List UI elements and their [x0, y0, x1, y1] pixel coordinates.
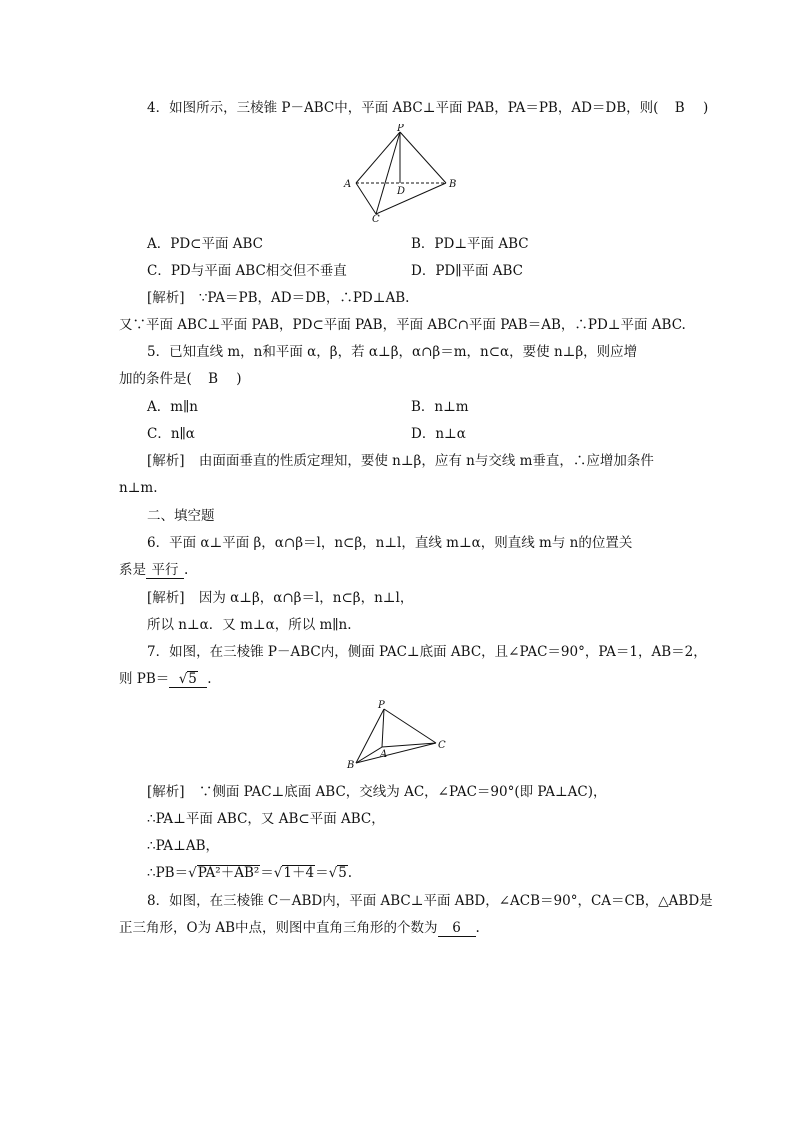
edge-pc	[384, 709, 436, 743]
q5-analysis-line-1	[147, 451, 654, 471]
q5-option-b: B．n⊥m	[411, 399, 469, 415]
edge-pa	[356, 132, 400, 183]
q4-analysis-text-1: ∵PA＝PB，AD＝DB，∴PD⊥AB.	[198, 290, 410, 306]
edge-pb	[400, 132, 446, 183]
q4-pyramid-figure	[338, 124, 460, 222]
q5-analysis-text-1: 由面面垂直的性质定理知，要使 n⊥β，应有 n与交线 m垂直，∴应增加条件	[198, 453, 654, 469]
q7-stem-1: 7．如图，在三棱锥 P－ABC内，侧面 PAC⊥底面 ABC，且∠PAC＝90°，PA＝1，AB＝2，	[147, 644, 707, 660]
q7-stem-2	[119, 669, 212, 689]
q4-stem-text: 4．如图所示，三棱锥 P－ABC中，平面 ABC⊥平面 PAB，PA＝PB，AD＝DB，则(	[147, 100, 659, 116]
q5-answer: B	[208, 371, 218, 387]
q7-radical-3: 5	[338, 865, 347, 881]
q7-analysis-4-eq-1: ＝	[260, 865, 274, 881]
q4-stem	[147, 98, 708, 118]
edge-ac	[356, 183, 376, 214]
q4-option-c: C．PD与平面 ABC相交但不垂直	[147, 263, 347, 279]
q7-analysis-tag: [解析]	[147, 784, 185, 800]
q7-answer-blank: √5	[169, 671, 207, 688]
label-c: C	[372, 214, 380, 222]
q5-analysis-line-2: n⊥m.	[119, 480, 158, 496]
q7-analysis-line-2: ∴PA⊥平面 ABC，又 AB⊂平面 ABC，	[147, 811, 385, 827]
q4-option-d: D．PD∥平面 ABC	[411, 263, 524, 279]
q7-stem-2-pre: 则 PB＝	[119, 671, 170, 687]
q4-option-a: A．PD⊂平面 ABC	[147, 236, 264, 252]
q6-analysis-text-1: 因为 α⊥β，α∩β＝l，n⊂β，n⊥l，	[198, 590, 414, 606]
q8-stem-2-pre: 正三角形，O为 AB中点，则图中直角三角形的个数为	[119, 920, 438, 936]
q8-stem-2-post: .	[475, 920, 480, 936]
q5-close: )	[236, 371, 242, 387]
q4-analysis-line-2: 又∵平面 ABC⊥平面 PAB，PD⊂平面 PAB，平面 ABC∩平面 PAB＝AB，∴PD⊥平面 ABC.	[119, 317, 686, 333]
q6-stem-2-post: .	[184, 562, 189, 578]
q5-option-c: C．n∥α	[147, 426, 195, 442]
q7-radical-2: 1＋4	[283, 865, 315, 881]
q7-analysis-4-post: .	[347, 865, 353, 881]
q5-option-a: A．m∥n	[147, 399, 198, 415]
q5-stem-1: 5．已知直线 m，n和平面 α，β，若 α⊥β，α∩β＝m，n⊂α，要使 n⊥β，则应增	[147, 344, 638, 360]
q5-stem-2	[119, 369, 242, 389]
q7-answer-radicand: 5	[188, 671, 197, 687]
q4-answer: B	[674, 100, 685, 116]
label-a: A	[344, 179, 352, 190]
q7-analysis-line-1	[147, 782, 607, 802]
q7-analysis-4-eq-2: ＝	[315, 865, 329, 881]
q8-stem-2	[119, 918, 480, 938]
label-b: B	[449, 179, 457, 190]
q7-stem-2-post: .	[207, 671, 212, 687]
label-b: B	[347, 760, 355, 771]
q6-stem-1: 6．平面 α⊥平面 β，α∩β＝l，n⊂β，n⊥l，直线 m⊥α，则直线 m与 n的位置关	[147, 535, 633, 551]
q6-stem-2	[119, 560, 188, 580]
label-p: P	[397, 124, 404, 134]
q7-analysis-text-1: ∵侧面 PAC⊥底面 ABC，交线为 AC，∠PAC＝90°(即 PA⊥AC)，	[198, 784, 607, 800]
q7-analysis-4-pre: ∴PB＝	[147, 865, 189, 881]
q6-answer-blank: 平行	[146, 562, 184, 579]
q4-analysis-line-1	[147, 288, 409, 308]
q8-stem-1: 8．如图，在三棱锥 C－ABD内，平面 ABC⊥平面 ABD，∠ACB＝90°，CA＝CB，△ABD是	[147, 893, 713, 909]
q7-pyramid-figure	[338, 697, 456, 771]
q6-stem-2-pre: 系是	[119, 562, 146, 578]
section-heading-fill-in: 二、填空题	[147, 508, 215, 524]
q6-analysis-line-1	[147, 588, 413, 608]
q5-option-d: D．n⊥α	[411, 426, 466, 442]
q6-analysis-line-2: 所以 n⊥α．又 m⊥α，所以 m∥n.	[147, 617, 352, 633]
q8-answer-blank: 6	[438, 920, 476, 937]
q7-analysis-line-4: ∴PB＝√PA²＋AB²＝√1＋4＝√5.	[147, 865, 353, 881]
edge-pc	[376, 132, 400, 214]
q7-analysis-line-3: ∴PA⊥AB，	[147, 838, 220, 854]
label-c: C	[438, 740, 446, 751]
q5-analysis-tag: [解析]	[147, 453, 185, 469]
q4-option-b: B．PD⊥平面 ABC	[411, 236, 529, 252]
edge-cb	[376, 183, 446, 214]
label-a: A	[380, 749, 388, 760]
q4-close: )	[702, 100, 709, 116]
edge-pa	[382, 709, 384, 747]
label-d: D	[397, 186, 406, 197]
q5-stem-2-text: 加的条件是(	[119, 371, 192, 387]
label-p: P	[378, 700, 385, 711]
q6-analysis-tag: [解析]	[147, 590, 185, 606]
q7-radical-1: PA²＋AB²	[197, 865, 260, 881]
q4-analysis-tag: [解析]	[147, 290, 185, 306]
